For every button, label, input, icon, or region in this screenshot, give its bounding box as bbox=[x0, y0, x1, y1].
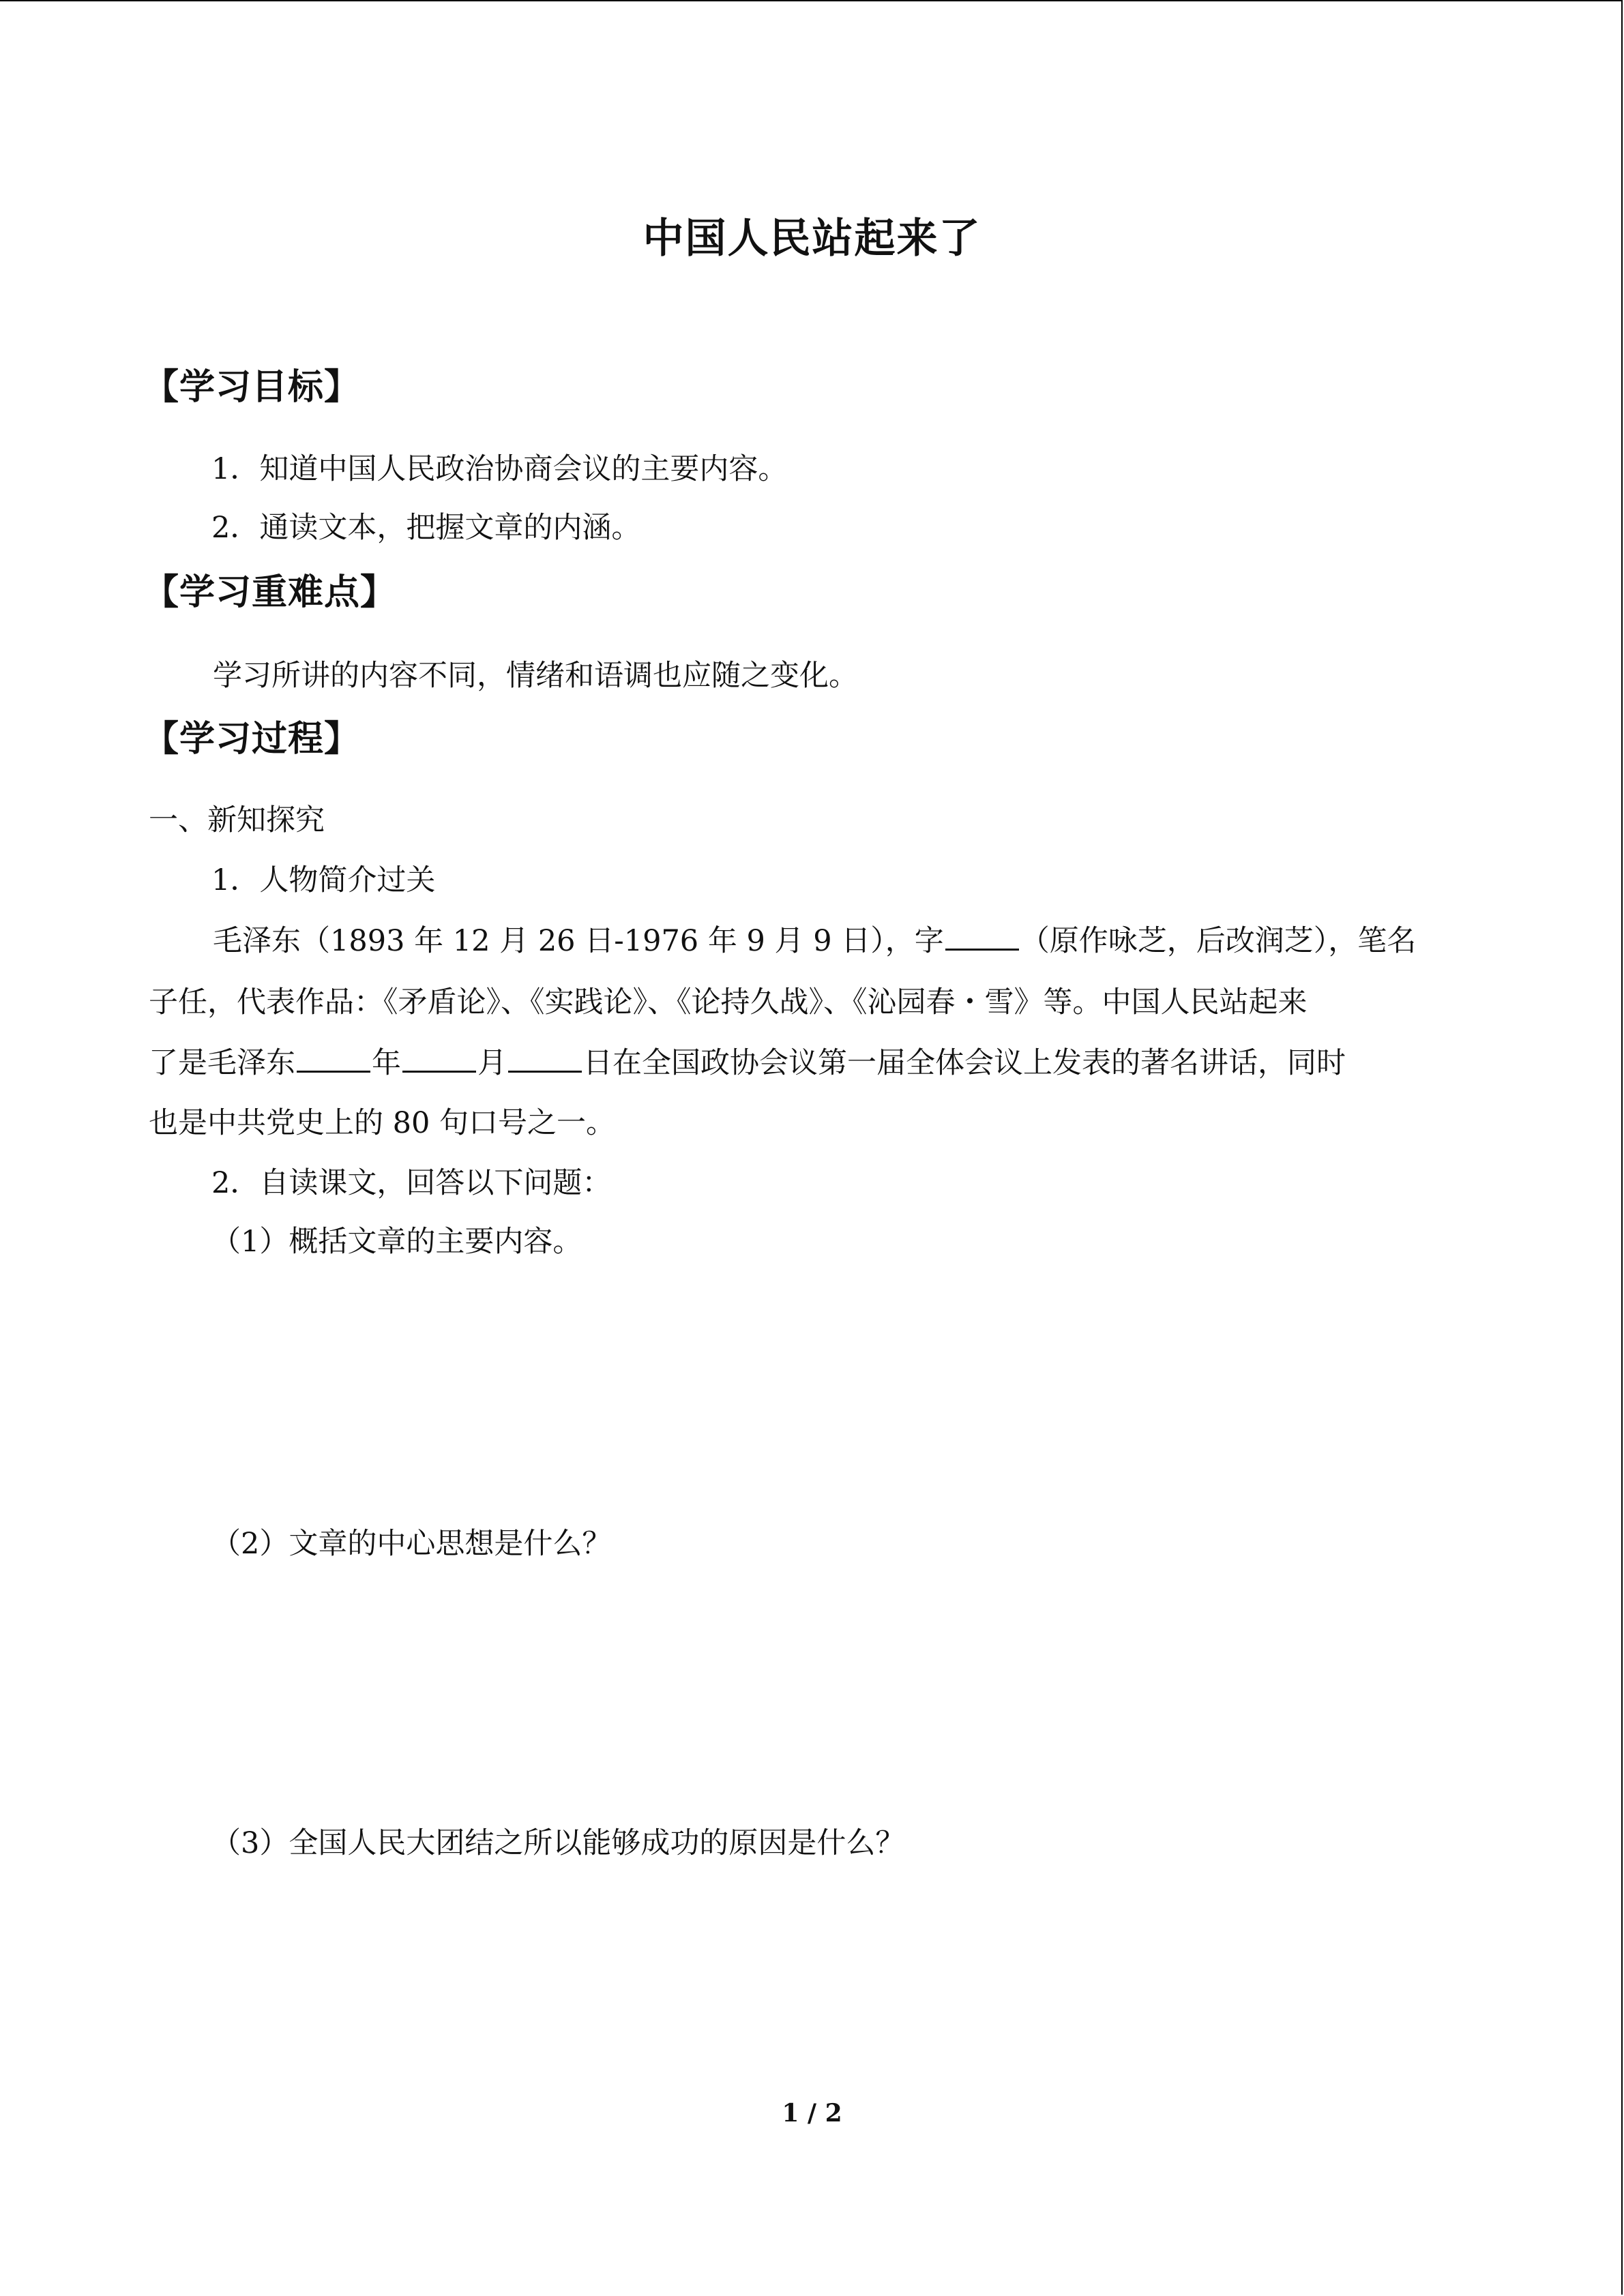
item-one-heading: 1．人物简介过关 bbox=[211, 863, 436, 897]
question-1: （1）概括文章的主要内容。 bbox=[211, 1225, 582, 1259]
bio-paragraph-line-2: 子任，代表作品：《矛盾论》、《实践论》、《论持久战》、《沁园春・雪》等。中国人民站起来 bbox=[149, 985, 1308, 1019]
question-3: （3）全国人民大团结之所以能够成功的原因是什么？ bbox=[211, 1826, 905, 1860]
objective-item-1: 1．知道中国人民政治协商会议的主要内容。 bbox=[211, 452, 788, 486]
bio-line-1-text-a: 毛泽东（1893 年 12 月 26 日-1976 年 9 月 9 日），字 bbox=[213, 924, 944, 958]
objective-item-2: 2．通读文本，把握文章的内涵。 bbox=[211, 511, 641, 545]
document-title: 中国人民站起来了 bbox=[643, 215, 981, 263]
page-number: 1 / 2 bbox=[782, 2099, 842, 2128]
difficulties-heading: 【学习重难点】 bbox=[143, 572, 397, 613]
objectives-heading: 【学习目标】 bbox=[143, 367, 361, 408]
year-blank[interactable] bbox=[297, 1041, 370, 1073]
bio-line-1-text-b: （原作咏芝，后改润芝），笔名 bbox=[1020, 924, 1417, 958]
difficulties-text: 学习所讲的内容不同，情绪和语调也应随之变化。 bbox=[213, 659, 858, 693]
bio-paragraph-line-4: 也是中共党史上的 80 句口号之一。 bbox=[149, 1106, 616, 1140]
bio-line-3-text-a: 了是毛泽东 bbox=[149, 1046, 295, 1080]
bio-line-3-text-b: 年 bbox=[372, 1046, 401, 1080]
bio-line-3-text-d: 日在全国政协会议第一届全体会议上发表的著名讲话，同时 bbox=[583, 1046, 1346, 1080]
question-2: （2）文章的中心思想是什么？ bbox=[211, 1527, 612, 1561]
month-blank[interactable] bbox=[402, 1041, 476, 1073]
bio-paragraph-line-3 bbox=[149, 1041, 1346, 1086]
item-two-heading: 2．自读课文，回答以下问题： bbox=[211, 1166, 612, 1200]
bio-paragraph-line-1 bbox=[213, 919, 1416, 964]
process-heading: 【学习过程】 bbox=[143, 719, 361, 760]
section-one-heading: 一、新知探究 bbox=[149, 803, 325, 837]
courtesy-name-blank[interactable] bbox=[945, 919, 1019, 951]
day-blank[interactable] bbox=[508, 1041, 582, 1073]
bio-line-3-text-c: 月 bbox=[477, 1046, 507, 1080]
